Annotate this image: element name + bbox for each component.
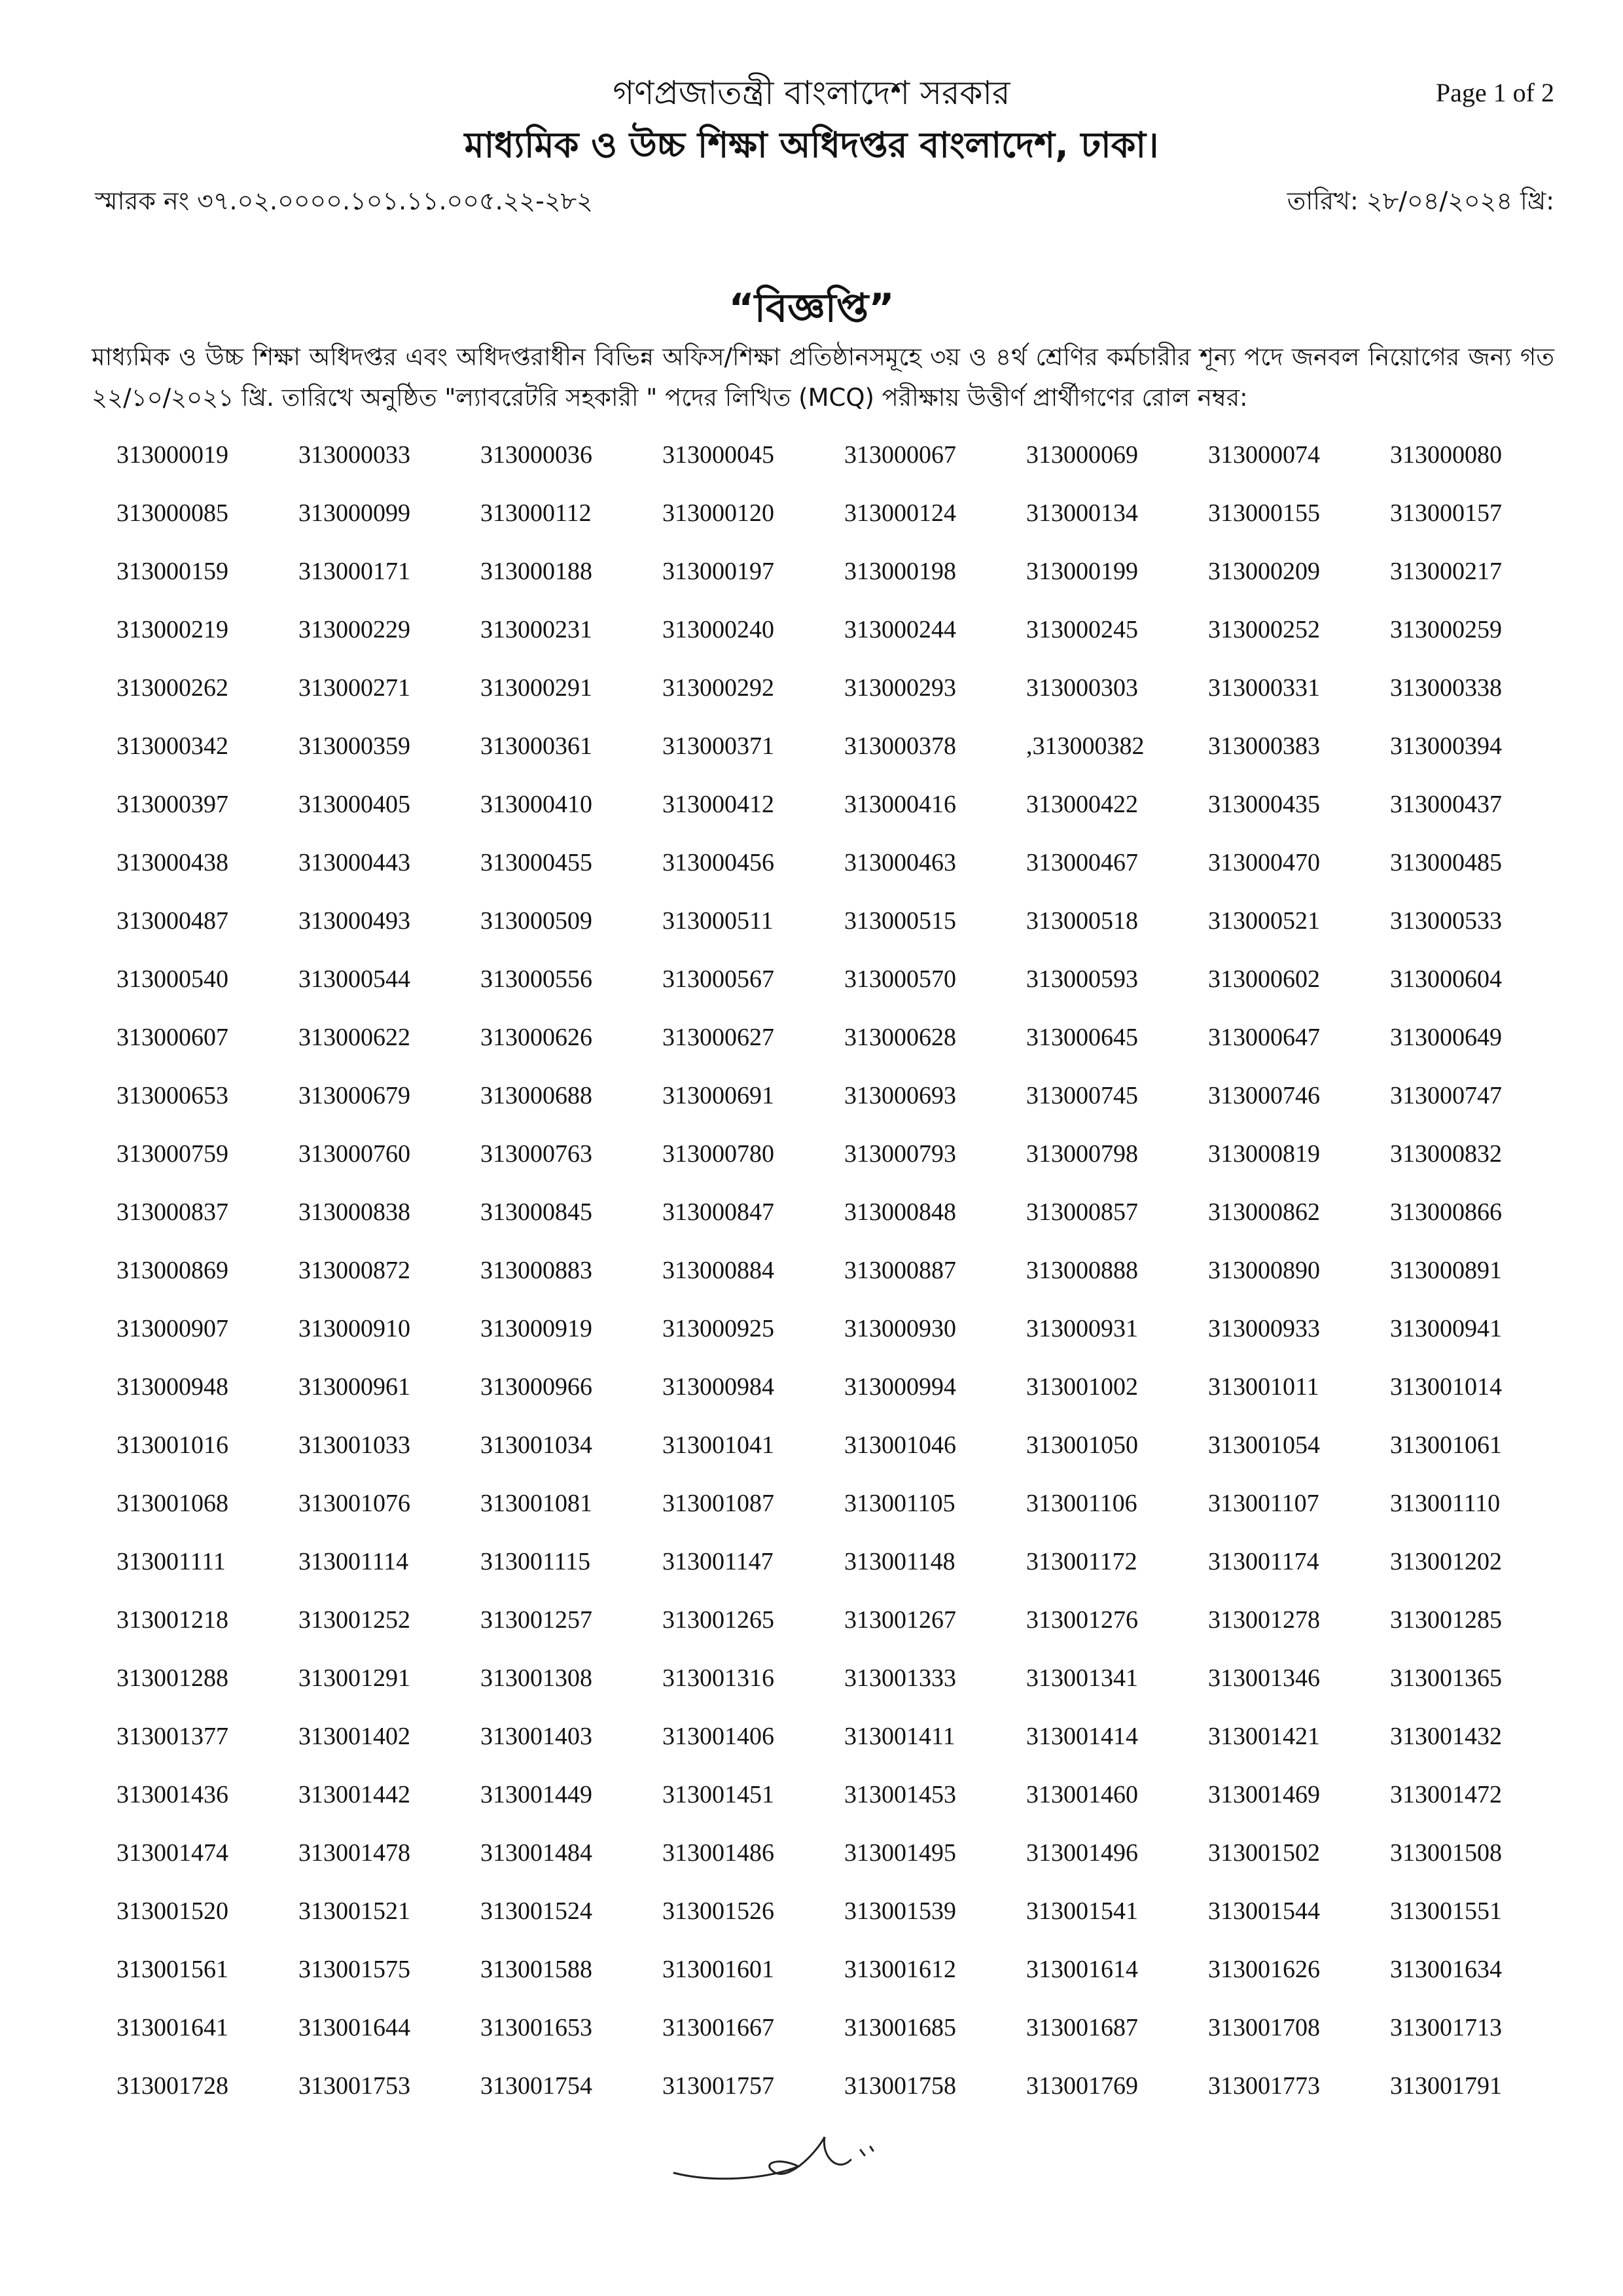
roll-number-cell: 313000245 [1026,616,1138,643]
roll-number-cell: 313000229 [298,616,410,643]
roll-number-cell: 313001016 [116,1431,228,1459]
roll-number-cell: 313000930 [844,1315,956,1342]
roll-number-cell: 313001402 [298,1723,410,1750]
roll-number-cell: 313000487 [116,907,228,935]
roll-number-cell: 313001713 [1390,2014,1502,2041]
table-row [116,1892,1572,1950]
roll-number-cell: 313001202 [1390,1548,1502,1575]
roll-number-cell: 313000378 [844,732,956,760]
roll-number-cell: 313001114 [298,1548,409,1575]
roll-number-cell: 313001644 [298,2014,410,2041]
roll-number-cell: 313001526 [662,1897,774,1925]
roll-number-cell: 313001653 [480,2014,592,2041]
roll-number-cell: 313001278 [1208,1606,1320,1634]
roll-number-cell: 313001285 [1390,1606,1502,1634]
table-row [116,1833,1572,1892]
roll-number-cell: 313001474 [116,1839,228,1867]
roll-number-cell: 313000493 [298,907,410,935]
page-number: Page 1 of 2 [1435,78,1554,107]
roll-number-cell: 313000891 [1390,1257,1502,1284]
table-row [116,1193,1572,1251]
roll-number-cell: 313000862 [1208,1198,1320,1226]
roll-number-cell: 313001087 [662,1490,774,1517]
roll-number-cell: 313001614 [1026,1956,1138,1983]
roll-number-cell: 313001757 [662,2072,774,2100]
roll-number-cell: 313000780 [662,1140,774,1168]
table-row [116,843,1572,901]
roll-number-cell: 313000931 [1026,1315,1138,1342]
roll-number-cell: 313000948 [116,1373,228,1401]
table-row [116,785,1572,843]
roll-number-cell: 313000763 [480,1140,592,1168]
roll-number-cell: 313001105 [844,1490,955,1517]
roll-number-cell: 313001252 [298,1606,410,1634]
roll-number-cell: 313000544 [298,965,410,993]
roll-number-cell: 313000259 [1390,616,1502,643]
roll-number-cell: 313000679 [298,1082,410,1109]
roll-number-cell: 313001172 [1026,1548,1137,1575]
roll-number-cell: 313000966 [480,1373,592,1401]
roll-number-cell: 313000602 [1208,965,1320,993]
roll-number-cell: 313000455 [480,849,592,876]
table-row [116,1367,1572,1426]
roll-number-cell: 313000798 [1026,1140,1138,1168]
roll-number-cell: 313000691 [662,1082,774,1109]
roll-number-cell: 313001333 [844,1664,956,1692]
roll-number-cell: 313001667 [662,2014,774,2041]
roll-number-cell: 313000359 [298,732,410,760]
roll-number-cell: 313000342 [116,732,228,760]
table-row [116,435,1572,493]
table-row [116,552,1572,610]
table-row [116,960,1572,1018]
roll-number-cell: 313000857 [1026,1198,1138,1226]
roll-number-cell: 313001081 [480,1490,592,1517]
table-row [116,610,1572,668]
roll-number-cell: 313000760 [298,1140,410,1168]
roll-number-cell: 313001308 [480,1664,592,1692]
roll-number-cell: 313000688 [480,1082,592,1109]
roll-number-cell: 313000470 [1208,849,1320,876]
roll-number-cell: 313001316 [662,1664,774,1692]
roll-number-cell: 313001432 [1390,1723,1502,1750]
roll-number-cell: 313000890 [1208,1257,1320,1284]
roll-number-cell: 313000262 [116,674,228,702]
roll-number-cell: 313000533 [1390,907,1502,935]
roll-number-cell: 313001218 [116,1606,228,1634]
roll-number-cell: 313001502 [1208,1839,1320,1867]
roll-number-cell: 313000124 [844,499,956,527]
roll-number-cell: 313000910 [298,1315,410,1342]
roll-number-cell: 313000984 [662,1373,774,1401]
table-row [116,1600,1572,1659]
roll-number-cell: 313001484 [480,1839,592,1867]
roll-number-cell: 313000019 [116,441,228,469]
roll-number-cell: 313001758 [844,2072,956,2100]
roll-number-cell: 313000838 [298,1198,410,1226]
roll-number-cell: 313000467 [1026,849,1138,876]
roll-number-cell: 313000252 [1208,616,1320,643]
roll-number-cell: 313000271 [298,674,410,702]
roll-number-cell: 313001524 [480,1897,592,1925]
table-row [116,1950,1572,2008]
roll-number-cell: 313000231 [480,616,592,643]
roll-number-cell: 313000759 [116,1140,228,1168]
table-row [116,2008,1572,2066]
roll-number-cell: 313000919 [480,1315,592,1342]
roll-number-cell: 313000847 [662,1198,774,1226]
roll-number-cell: 313000515 [844,907,956,935]
roll-number-cell: 313000443 [298,849,410,876]
roll-number-cell: 313000832 [1390,1140,1502,1168]
roll-number-cell: 313001406 [662,1723,774,1750]
roll-number-cell: 313000085 [116,499,228,527]
roll-number-cell: 313001442 [298,1781,410,1808]
roll-number-cell: 313000383 [1208,732,1320,760]
roll-number-cell: 313001288 [116,1664,228,1692]
roll-number-cell: 313001403 [480,1723,592,1750]
roll-number-cell: 313001685 [844,2014,956,2041]
table-row [116,1426,1572,1484]
roll-number-cell: 313000197 [662,558,774,585]
roll-number-cell: 313000188 [480,558,592,585]
roll-number-cell: 313000134 [1026,499,1138,527]
roll-number-cell: 313000219 [116,616,228,643]
table-row [116,493,1572,552]
roll-number-cell: 313000099 [298,499,410,527]
roll-number-cell: 313001641 [116,2014,228,2041]
roll-number-cell: 313000069 [1026,441,1138,469]
roll-number-cell: 313000422 [1026,791,1138,818]
roll-number-cell: 313001365 [1390,1664,1502,1692]
roll-number-cell: 313000371 [662,732,774,760]
roll-number-cell: 313000994 [844,1373,956,1401]
roll-number-cell: 313001728 [116,2072,228,2100]
roll-number-cell: 313000244 [844,616,956,643]
roll-number-cell: 313000361 [480,732,592,760]
roll-number-cell: 313001634 [1390,1956,1502,1983]
roll-number-cell: 313000509 [480,907,592,935]
department-heading: মাধ্যমিক ও উচ্চ শিক্ষা অধিদপ্তর বাংলাদেশ, ঢাকা। [464,124,1159,166]
roll-number-cell: 313000645 [1026,1024,1138,1051]
roll-number-cell: 313000209 [1208,558,1320,585]
roll-number-cell: 313001769 [1026,2072,1138,2100]
roll-number-cell: 313001076 [298,1490,410,1517]
roll-number-cell: 313000649 [1390,1024,1502,1051]
roll-number-cell: 313000159 [116,558,228,585]
notice-title: “বিজ্ঞপ্তি” [728,285,895,331]
roll-number-cell: 313001068 [116,1490,228,1517]
roll-number-cell: 313000394 [1390,732,1502,760]
table-row [116,668,1572,726]
table-row [116,1775,1572,1833]
roll-number-cell: 313001115 [480,1548,591,1575]
roll-number-cell: 313000845 [480,1198,592,1226]
roll-number-cell: 313000074 [1208,441,1320,469]
table-row [116,1309,1572,1367]
roll-number-cell: 313001520 [116,1897,228,1925]
roll-number-cell: 313000604 [1390,965,1502,993]
roll-number-cell: 313000961 [298,1373,410,1401]
roll-number-cell: 313000848 [844,1198,956,1226]
roll-number-cell: 313001773 [1208,2072,1320,2100]
roll-number-cell: 313001054 [1208,1431,1320,1459]
roll-number-cell: 313001267 [844,1606,956,1634]
roll-number-cell: 313000745 [1026,1082,1138,1109]
roll-number-cell: 313001575 [298,1956,410,1983]
roll-number-cell: 313001753 [298,2072,410,2100]
roll-number-cell: 313001414 [1026,1723,1138,1750]
roll-number-cell: 313001257 [480,1606,592,1634]
roll-number-cell: 313001341 [1026,1664,1138,1692]
roll-number-cell: 313001460 [1026,1781,1138,1808]
roll-number-cell: 313000293 [844,674,956,702]
roll-number-cell: 313000410 [480,791,592,818]
roll-number-cell: 313000883 [480,1257,592,1284]
roll-number-cell: 313001539 [844,1897,956,1925]
roll-number-cell: 313001174 [1208,1548,1319,1575]
roll-number-cell: 313000155 [1208,499,1320,527]
roll-number-cell: 313000593 [1026,965,1138,993]
roll-number-cell: 313000887 [844,1257,956,1284]
roll-number-cell: 313001451 [662,1781,774,1808]
roll-number-cell: 313000746 [1208,1082,1320,1109]
roll-number-cell: 313000217 [1390,558,1502,585]
roll-number-cell: 313001544 [1208,1897,1320,1925]
roll-number-cell: 313000331 [1208,674,1320,702]
roll-number-cell: 313000437 [1390,791,1502,818]
roll-number-cell: 313001002 [1026,1373,1138,1401]
roll-number-cell: 313000416 [844,791,956,818]
roll-number-cell: 313000888 [1026,1257,1138,1284]
roll-number-cell: 313001033 [298,1431,410,1459]
roll-number-cell: 313000438 [116,849,228,876]
roll-number-cell: 313001588 [480,1956,592,1983]
roll-number-cell: 313000540 [116,965,228,993]
roll-number-cell: 313001265 [662,1606,774,1634]
roll-number-cell: 313000157 [1390,499,1502,527]
roll-number-cell: 313001061 [1390,1431,1502,1459]
roll-number-cell: 313000171 [298,558,410,585]
roll-number-cell: 313001521 [298,1897,410,1925]
roll-number-cell: 313000033 [298,441,410,469]
roll-number-cell: 313001754 [480,2072,592,2100]
roll-number-cell: 313001612 [844,1956,956,1983]
roll-number-cell: 313001496 [1026,1839,1138,1867]
roll-number-cell: 313001041 [662,1431,774,1459]
roll-number-cell: 313001276 [1026,1606,1138,1634]
roll-number-cell: 313000556 [480,965,592,993]
roll-number-cell: 313000303 [1026,674,1138,702]
roll-number-cell: 313001453 [844,1781,956,1808]
roll-number-cell: 313000567 [662,965,774,993]
roll-number-cell: 313000521 [1208,907,1320,935]
table-row [116,1076,1572,1134]
roll-number-cell: 313001046 [844,1431,956,1459]
roll-number-cell: 313001561 [116,1956,228,1983]
roll-number-cell: 313000036 [480,441,592,469]
roll-number-cell: 313001377 [116,1723,228,1750]
roll-number-cell: 313001014 [1390,1373,1502,1401]
roll-number-cell: 313000866 [1390,1198,1502,1226]
roll-number-cell: 313000653 [116,1082,228,1109]
roll-number-cell: 313000819 [1208,1140,1320,1168]
roll-number-cell: 313000933 [1208,1315,1320,1342]
roll-number-cell: 313000647 [1208,1024,1320,1051]
roll-number-cell: 313001495 [844,1839,956,1867]
roll-number-cell: 313000405 [298,791,410,818]
roll-number-cell: 313000120 [662,499,774,527]
roll-number-cell: 313000907 [116,1315,228,1342]
roll-number-cell: 313000435 [1208,791,1320,818]
roll-number-cell: 313001626 [1208,1956,1320,1983]
roll-number-cell: 313000941 [1390,1315,1502,1342]
notice-date: তারিখ: ২৮/০৪/২০২৪ খ্রি: [1287,187,1554,215]
roll-number-cell: 313000925 [662,1315,774,1342]
roll-number-cell: 313001708 [1208,2014,1320,2041]
roll-number-cell: 313000338 [1390,674,1502,702]
notice-intro: মাধ্যমিক ও উচ্চ শিক্ষা অধিদপ্তর এবং অধিদপ্তরাধীন বিভিন্ন অফিস/শিক্ষা প্রতিষ্ঠানসমূহে ৩য় ও ৪র্থ শ্রেণির কর্মচারীর শূন্য পদে জনবল নিয়োগের জন্য গত ২২/১০/২০২১ খ্রি. তারিখে অনুষ্ঠিত "ল্যাবরেটরি সহকারী " পদের লিখিত (MCQ) পরীক্ষায় উত্তীর্ণ প্রার্থীগণের রোল নম্বর: [92,343,1554,412]
roll-number-cell: 313000463 [844,849,956,876]
roll-number-cell: 313000747 [1390,1082,1502,1109]
table-row [116,1542,1572,1600]
memo-number: স্মারক নং ৩৭.০২.০০০০.১০১.১১.০০৫.২২-২৮২ [95,187,593,215]
roll-number-cell: 313000198 [844,558,956,585]
roll-number-cell: 313000199 [1026,558,1138,585]
roll-number-cell: 313001472 [1390,1781,1502,1808]
roll-number-cell: 313001291 [298,1664,410,1692]
roll-number-cell: 313001034 [480,1431,592,1459]
roll-number-cell: 313001551 [1390,1897,1502,1925]
roll-number-cell: 313001436 [116,1781,228,1808]
table-row [116,1484,1572,1542]
roll-number-cell: 313001486 [662,1839,774,1867]
roll-number-cell: 313001469 [1208,1781,1320,1808]
table-row [116,901,1572,960]
roll-number-cell: 313000412 [662,791,774,818]
roll-number-cell: 313000837 [116,1198,228,1226]
roll-number-cell: 313001601 [662,1956,774,1983]
roll-number-cell: 313000607 [116,1024,228,1051]
roll-number-cell: 313000485 [1390,849,1502,876]
roll-number-cell: 313001106 [1026,1490,1137,1517]
roll-number-cell: 313000518 [1026,907,1138,935]
roll-number-table [116,435,1572,2125]
roll-number-cell: 313000511 [662,907,774,935]
roll-number-cell: 313001346 [1208,1664,1320,1692]
roll-number-cell: 313001110 [1390,1490,1501,1517]
roll-number-cell: 313001508 [1390,1839,1502,1867]
roll-number-cell: 313001411 [844,1723,955,1750]
roll-number-cell: 313001111 [116,1548,226,1575]
roll-number-cell: 313001147 [662,1548,774,1575]
table-row [116,1134,1572,1193]
roll-number-cell: 313001478 [298,1839,410,1867]
roll-number-cell: 313001449 [480,1781,592,1808]
roll-number-cell: ,313000382 [1026,732,1145,760]
roll-number-cell: 313000067 [844,441,956,469]
roll-number-cell: 313000112 [480,499,592,527]
roll-number-cell: 313001791 [1390,2072,1502,2100]
roll-number-cell: 313001050 [1026,1431,1138,1459]
table-row [116,1717,1572,1775]
roll-number-cell: 313000292 [662,674,774,702]
signature [661,2111,936,2202]
roll-number-cell: 313000080 [1390,441,1502,469]
roll-number-cell: 313000045 [662,441,774,469]
roll-number-cell: 313000627 [662,1024,774,1051]
table-row [116,1018,1572,1076]
roll-number-cell: 313001148 [844,1548,955,1575]
roll-number-cell: 313000793 [844,1140,956,1168]
table-row [116,726,1572,785]
roll-number-cell: 313000626 [480,1024,592,1051]
roll-number-cell: 313000291 [480,674,592,702]
roll-number-cell: 313000628 [844,1024,956,1051]
roll-number-cell: 313000872 [298,1257,410,1284]
roll-number-cell: 313000570 [844,965,956,993]
table-row [116,1251,1572,1309]
table-row [116,1659,1572,1717]
government-heading: গণপ্রজাতন্ত্রী বাংলাদেশ সরকার [613,74,1010,112]
roll-number-cell: 313001421 [1208,1723,1320,1750]
roll-number-cell: 313000884 [662,1257,774,1284]
roll-number-cell: 313001011 [1208,1373,1319,1401]
roll-number-cell: 313000693 [844,1082,956,1109]
roll-number-cell: 313000240 [662,616,774,643]
roll-number-cell: 313000456 [662,849,774,876]
roll-number-cell: 313001687 [1026,2014,1138,2041]
roll-number-cell: 313000397 [116,791,228,818]
roll-number-cell: 313001541 [1026,1897,1138,1925]
roll-number-cell: 313001107 [1208,1490,1319,1517]
roll-number-cell: 313000869 [116,1257,228,1284]
roll-number-cell: 313000622 [298,1024,410,1051]
